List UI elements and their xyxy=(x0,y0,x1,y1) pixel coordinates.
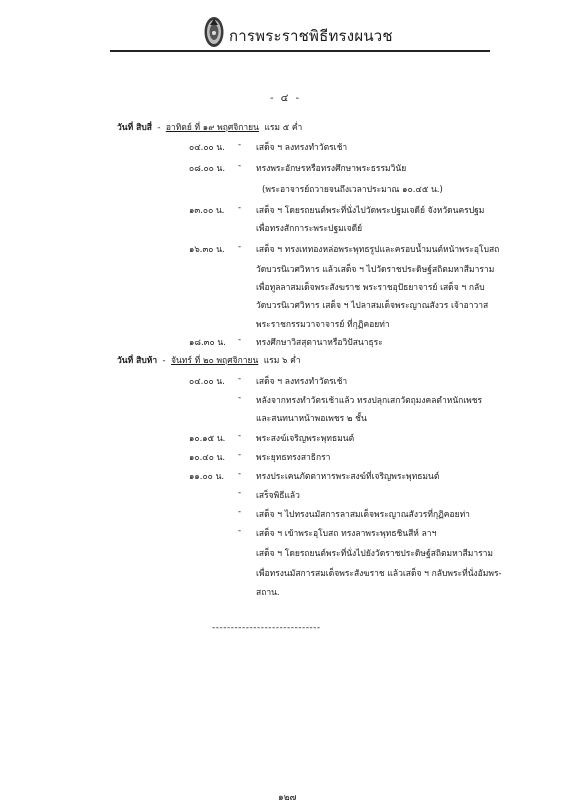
entry-line: เสด็จ ฯ เข้าพระอุโบสถ ทรงลาพระพุทธชินสีห์ ลาฯ xyxy=(256,529,437,539)
entry-line: หลังจากทรงทำวัตรเช้าแล้ว ทรงปลุกเสกวัตถุมงคลตำหนักเพชร xyxy=(256,396,483,406)
entry-line: (พระอาจารย์ถวายจนถึงเวลาประมาณ ๑๐.๔๕ น.) xyxy=(262,185,443,195)
entry-line: พระสงฆ์เจริญพระพุทธมนต์ xyxy=(256,434,355,444)
entry-time: ๑๓.๐๐ น. xyxy=(189,206,225,216)
day-heading xyxy=(117,353,301,367)
day-dash: - xyxy=(162,356,166,366)
header-title: การพระราชพิธีทรงผนวช xyxy=(229,27,393,45)
entry-line: และสนทนาหน้าพอเพชร ๒ ชั้น xyxy=(256,414,367,424)
day-label: วันที่ สิบห้า xyxy=(117,356,158,366)
entry-time: ๑๘.๓๐ น. xyxy=(189,338,226,348)
entry-line: พระยุทธทรงสาธิกรา xyxy=(256,453,331,463)
royal-emblem-icon xyxy=(203,15,225,49)
entry-time: ๑๖.๓๐ น. xyxy=(189,245,225,255)
entry-dash: - xyxy=(238,203,242,213)
entry-time: ๐๔.๐๐ น. xyxy=(189,377,225,387)
day-dash: - xyxy=(157,123,161,133)
entry-line: เสร็จพิธีแล้ว xyxy=(256,491,300,501)
entry-line: ทรงประเคนภัตตาหารพระสงฆ์ที่เจริญพระพุทธมนต์ xyxy=(256,472,440,482)
day-lunar: แรม ๕ ค่ำ xyxy=(264,123,303,133)
footer-page-number: ๑๒๗ xyxy=(278,793,297,803)
end-rule: ----------------------------- xyxy=(212,623,321,633)
day-date: จันทร์ ที่ ๒๐ พฤศจิกายน xyxy=(171,356,259,366)
entry-line: เพื่อทรงนมัสการสมเด็จพระสังฆราช แล้วเสด็จ ฯ กลับพระที่นั่งอัมพร- xyxy=(256,569,502,579)
day-label: วันที่ สิบสี่ xyxy=(117,123,152,133)
day-lunar: แรม ๖ ค่ำ xyxy=(263,356,301,366)
entry-time: ๑๐.๔๐ น. xyxy=(189,453,226,463)
entry-line: สถาน. xyxy=(256,588,280,598)
entry-line: เสด็จ ฯ โดยรถยนต์พระที่นั่งไปยังวัดราชประดิษฐ์สถิตมหาสีมาราม xyxy=(256,549,494,559)
entry-dash: - xyxy=(238,507,242,517)
entry-line: เพื่อทรงสักการะพระปฐมเจดีย์ xyxy=(256,224,363,234)
entry-dash: - xyxy=(238,450,242,460)
entry-dash: - xyxy=(238,469,242,479)
entry-dash: - xyxy=(238,161,242,171)
entry-line: เสด็จ ฯ ลงทรงทำวัตรเช้า xyxy=(256,377,348,387)
entry-line: เสด็จ ฯ ลงทรงทำวัตรเช้า xyxy=(256,143,348,153)
header-rule xyxy=(110,50,490,52)
entry-line: ทรงพระอักษรหรือทรงศึกษาพระธรรมวินัย xyxy=(256,164,407,174)
entry-dash: - xyxy=(238,140,242,150)
entry-dash: - xyxy=(238,335,242,345)
entry-time: ๑๑.๐๐ น. xyxy=(189,472,225,482)
entry-dash: - xyxy=(238,526,242,536)
day-date: อาทิตย์ ที่ ๑๙ พฤศจิกายน xyxy=(165,123,259,133)
entry-line: วัดบวรนิเวศวิหาร เสด็จ ฯ ไปลาสมเด็จพระญาณสังวร เจ้าอาวาส xyxy=(256,301,489,311)
entry-line: เสด็จ ฯ โดยรถยนต์พระที่นั่งไปวัดพระปฐมเจดีย์ จังหวัดนครปฐม xyxy=(256,206,485,216)
entry-dash: - xyxy=(238,393,242,403)
day-heading xyxy=(117,120,302,134)
entry-line: เสด็จ ฯ ทรงเททองหล่อพระพุทธรูปและครอบน้ำมนต์หน้าพระอุโบสถ xyxy=(256,245,500,255)
entry-dash: - xyxy=(238,431,242,441)
entry-dash: - xyxy=(238,488,242,498)
entry-line: เสด็จ ฯ ไปทรงนมัสการลาสมเด็จพระญาณสังวรที่กุฏิคอยท่า xyxy=(256,510,470,520)
entry-dash: - xyxy=(238,242,242,252)
entry-time: ๐๘.๐๐ น. xyxy=(189,164,226,174)
entry-dash: - xyxy=(238,374,242,384)
entry-time: ๐๔.๐๐ น. xyxy=(189,143,225,153)
page-number: - ๔ - xyxy=(270,93,302,104)
entry-time: ๑๐.๑๕ น. xyxy=(189,434,226,444)
entry-line: เพื่อทูลลาสมเด็จพระสังฆราช พระราชอุปัธยาจารย์ เสด็จ ฯ กลับ xyxy=(256,283,485,293)
entry-line: ทรงศึกษาวิสสุตานาหรือวิปัสนาธุระ xyxy=(256,338,383,348)
entry-line: วัดบวรนิเวศวิหาร แล้วเสด็จ ฯ ไปวัดราชประดิษฐ์สถิตมหาสีมาราม xyxy=(256,265,495,275)
entry-line: พระราชกรรมวาจาจารย์ ที่กุฏิคอยท่า xyxy=(256,320,390,330)
